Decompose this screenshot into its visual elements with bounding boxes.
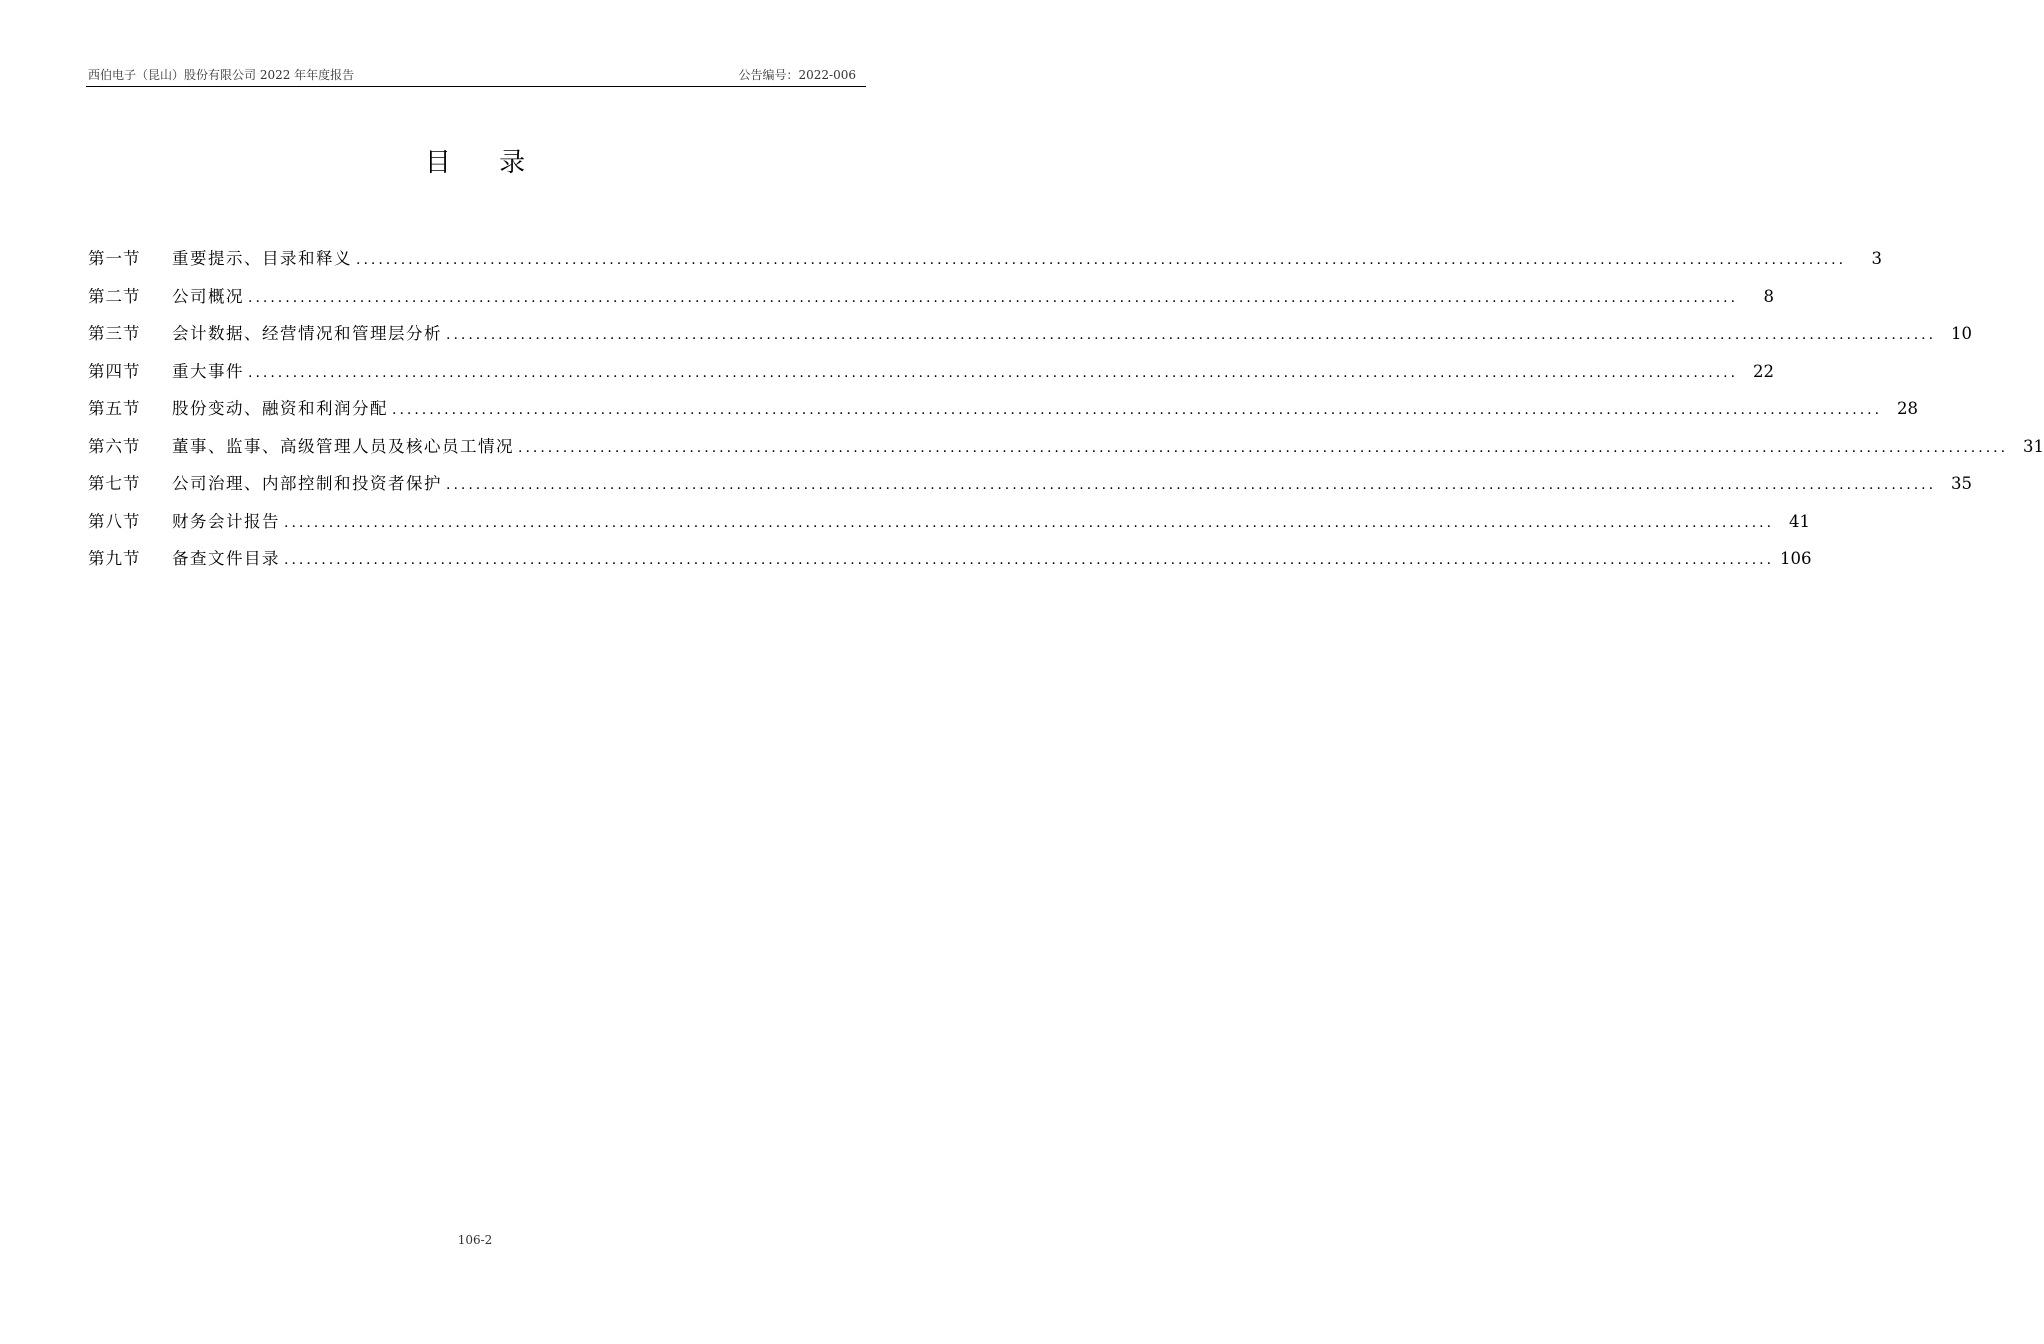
toc-dot-leader: ........................................................................................................................................................................................................	[446, 327, 1937, 343]
toc-entry[interactable]	[88, 246, 1883, 284]
toc-entry[interactable]	[88, 434, 2044, 472]
toc-page-number: 41	[1789, 511, 1811, 531]
toc-entry[interactable]	[88, 321, 1973, 359]
toc-section-number: 第一节	[88, 249, 141, 268]
toc-page-number: 28	[1897, 399, 1919, 418]
toc-dot-leader: ........................................................................................................................................................................................................	[356, 252, 1847, 268]
toc-page-number: 22	[1753, 361, 1775, 381]
toc-section-number: 第七节	[88, 474, 141, 493]
toc-entry[interactable]	[88, 284, 1775, 322]
header-announcement-number: 公告编号：2022-006	[738, 68, 856, 82]
toc-entry[interactable]	[88, 509, 1811, 547]
header-company-report: 西伯电子（昆山）股份有限公司 2022 年年度报告	[88, 68, 355, 82]
toc-page-number: 8	[1763, 286, 1775, 306]
toc-page-number: 35	[1951, 474, 1973, 493]
page-title: 目 录	[424, 148, 546, 178]
toc-section-number: 第九节	[88, 549, 141, 568]
toc-entry[interactable]	[88, 471, 1973, 509]
toc-page-number: 10	[1951, 324, 1973, 343]
toc-dot-leader: ........................................................................................................................................................................................................	[518, 439, 2009, 456]
toc-section-title: 公司治理、内部控制和投资者保护	[172, 474, 442, 493]
toc-page-number: 106	[1780, 549, 1812, 568]
toc-section-title: 股份变动、融资和利润分配	[172, 399, 388, 418]
toc-section-title: 会计数据、经营情况和管理层分析	[172, 324, 442, 343]
table-of-contents	[88, 246, 2044, 584]
toc-dot-leader: ........................................................................................................................................................................................................	[248, 289, 1739, 306]
toc-page-number: 3	[1871, 249, 1883, 268]
toc-section-number: 第四节	[88, 361, 141, 381]
toc-section-title: 重大事件	[172, 361, 244, 381]
toc-section-title: 公司概况	[172, 286, 244, 306]
page-header	[86, 68, 866, 87]
toc-entry[interactable]	[88, 396, 1919, 434]
toc-dot-leader: ........................................................................................................................................................................................................	[446, 477, 1937, 493]
toc-entry[interactable]	[88, 359, 1775, 397]
toc-section-number: 第三节	[88, 324, 141, 343]
toc-dot-leader: ........................................................................................................................................................................................................	[284, 552, 1775, 568]
toc-section-number: 第五节	[88, 399, 141, 418]
toc-section-number: 第二节	[88, 286, 141, 306]
toc-section-title: 备查文件目录	[172, 549, 280, 568]
toc-entry[interactable]	[88, 546, 1812, 584]
toc-dot-leader: ........................................................................................................................................................................................................	[392, 402, 1883, 418]
toc-page-number: 31	[2023, 436, 2044, 456]
toc-dot-leader: ........................................................................................................................................................................................................	[284, 514, 1775, 531]
toc-section-title: 重要提示、目录和释义	[172, 249, 352, 268]
toc-section-title: 财务会计报告	[172, 511, 280, 531]
toc-dot-leader: ........................................................................................................................................................................................................	[248, 364, 1739, 381]
toc-section-number: 第六节	[88, 436, 141, 456]
page-footer-number: 106-2	[457, 1233, 493, 1247]
toc-section-title: 董事、监事、高级管理人员及核心员工情况	[172, 436, 514, 456]
toc-section-number: 第八节	[88, 511, 141, 531]
